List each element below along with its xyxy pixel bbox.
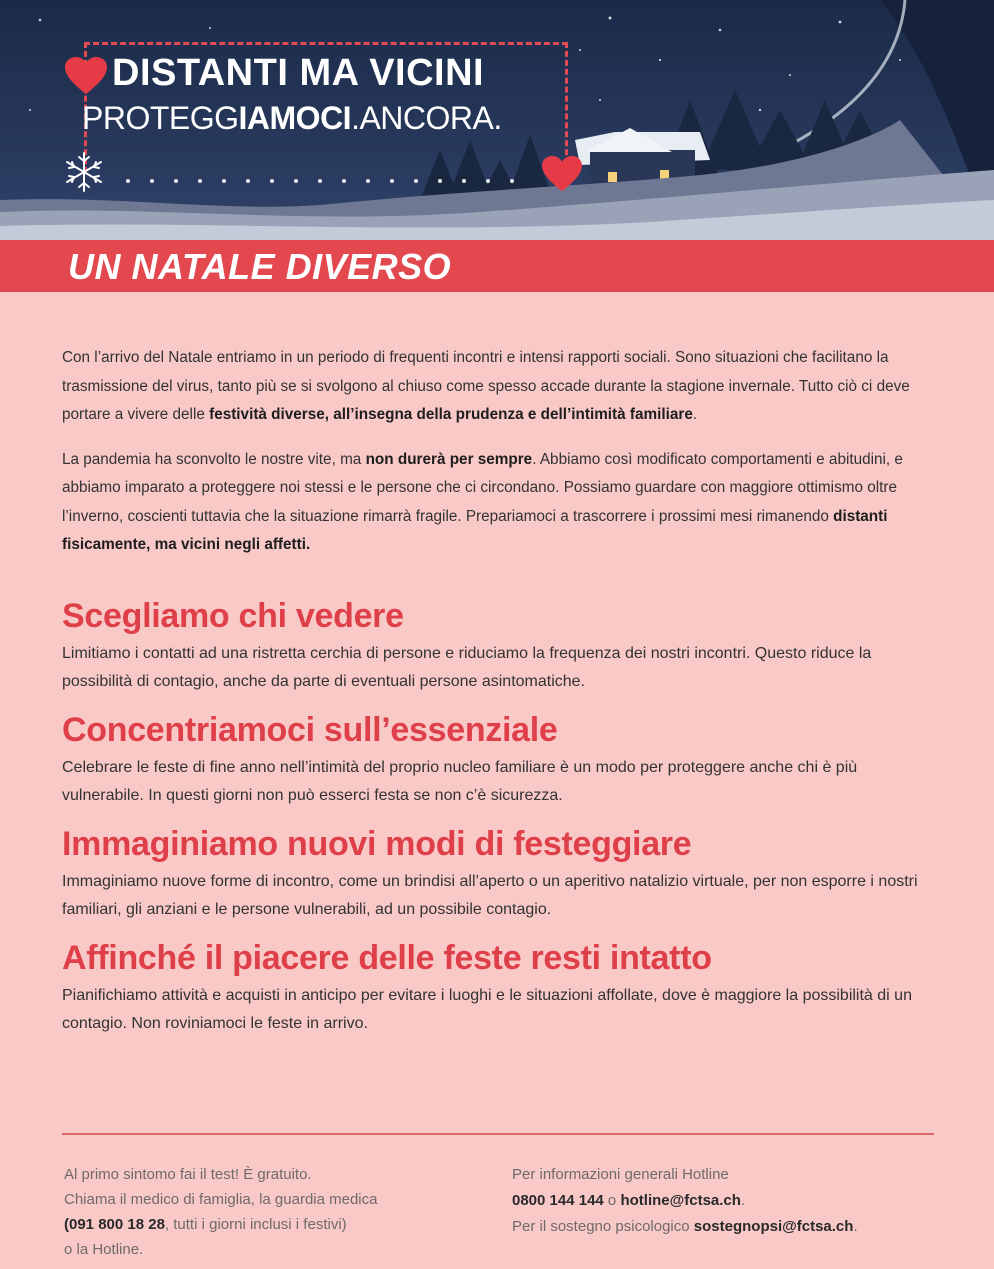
intro-p1-end: . (692, 406, 698, 423)
intro-p2-bold-2: distanti fisicamente, ma vicini negli affetti. (62, 507, 888, 553)
footer-left-line-3-rest: , tutti i giorni inclusi i festivi) (164, 1216, 347, 1233)
footer-left (64, 1162, 464, 1262)
header-subtitle (82, 100, 502, 137)
section-band (0, 240, 994, 292)
footer-right-line-3-end: . (853, 1218, 858, 1235)
footer-right (512, 1162, 942, 1240)
intro-paragraph-2 (62, 446, 934, 560)
intro-p2-text: La pandemia ha sconvolto le nostre vite, ma (62, 450, 366, 468)
section-concentriamoci (62, 710, 934, 810)
intro-p2-bold-1: non durerà per sempre (365, 450, 533, 468)
footer-left-line-3 (64, 1212, 464, 1237)
dotted-line (126, 170, 556, 178)
subtitle-part-3: .ANCORA. (351, 100, 502, 136)
section-title: Affinché il piacere delle feste resti intatto (62, 938, 712, 977)
hotline-phone: 0800 144 144 (512, 1192, 604, 1209)
footer-left-line-1: Al primo sintomo fai il test! È gratuito. (64, 1166, 312, 1183)
section-text: Immaginiamo nuove forme di incontro, come un brindisi all’aperto o un aperitivo natalizio virtuale, per non esporre i nostri familiari, gli anziani e le persone vulnerabili, ad un possibile contagio. (62, 872, 918, 918)
subtitle-part-1: PROTEGG (82, 100, 239, 136)
section-immaginiamo (62, 824, 934, 924)
guardia-medica-phone: (091 800 18 28 (64, 1216, 165, 1233)
heart-icon (540, 155, 584, 193)
section-title: Scegliamo chi vedere (62, 596, 404, 635)
footer-divider (62, 1133, 934, 1135)
intro-p1-bold: festività diverse, all’insegna della prudenza e dell’intimità familiare (209, 406, 693, 423)
footer-right-line-3 (512, 1214, 942, 1240)
footer-right-line-3-text: Per il sostegno psicologico (512, 1218, 694, 1235)
section-scegliamo (62, 596, 934, 696)
footer-right-or: o (603, 1192, 621, 1209)
intro-p2-text-2: . Abbiamo così modificato comportamenti e abitudini, e abbiamo imparato a proteggere noi stessi e le persone che ci circondano. Possiamo guardare con maggiore ottimismo oltre l’inverno, coscienti tuttavia che la situazione rimarrà fragile. Prepariamoci a trascorrere i prossimi mesi rimanendo (62, 450, 903, 525)
main-content (62, 344, 934, 1038)
footer-right-line-2 (512, 1188, 942, 1214)
footer-right-line-1: Per informazioni generali Hotline (512, 1166, 729, 1183)
section-text: Limitiamo i contatti ad una ristretta cerchia di persone e riduciamo la frequenza dei nostri incontri. Questo riduce la possibilità di contagio, anche da parte di eventuali persone asintomatiche. (62, 644, 872, 690)
intro-p1-text: Con l’arrivo del Natale entriamo in un periodo di frequenti incontri e intensi rapporti sociali. Sono situazioni che facilitano la trasmissione del virus, tanto più se si svolgono al chiuso come spesso accade durante la stagione invernale. Tutto ciò ci deve portare a vivere delle (62, 349, 910, 423)
snowflake-icon (62, 150, 106, 194)
sostegno-email-link[interactable]: sostegnopsi@fctsa.ch (693, 1218, 854, 1235)
footer-right-dot: . (740, 1192, 746, 1209)
section-affinche (62, 938, 934, 1038)
header-title: DISTANTI MA VICINI (112, 52, 485, 94)
heart-icon (64, 56, 108, 96)
section-text: Celebrare le feste di fine anno nell’intimità del proprio nucleo familiare è un modo per proteggere anche chi è più vulnerabile. In questi giorni non può esserci festa se non c’è sicurezza. (62, 758, 858, 804)
footer-left-line-4: o la Hotline. (64, 1241, 144, 1258)
band-title: UN NATALE DIVERSO (68, 246, 452, 287)
section-title: Concentriamoci sull’essenziale (62, 710, 558, 749)
section-title: Immaginiamo nuovi modi di festeggiare (62, 824, 692, 863)
footer-left-line-2: Chiama il medico di famiglia, la guardia medica (64, 1191, 378, 1208)
hotline-email-link[interactable]: hotline@fctsa.ch (620, 1192, 741, 1209)
intro-paragraph-1 (62, 344, 934, 430)
header-banner (0, 0, 994, 240)
section-text: Pianifichiamo attività e acquisti in anticipo per evitare i luoghi e le situazioni affollate, dove è maggiore la possibilità di un contagio. Non roviniamoci le feste in arrivo. (62, 986, 912, 1032)
subtitle-part-2: IAMOCI (238, 100, 352, 136)
